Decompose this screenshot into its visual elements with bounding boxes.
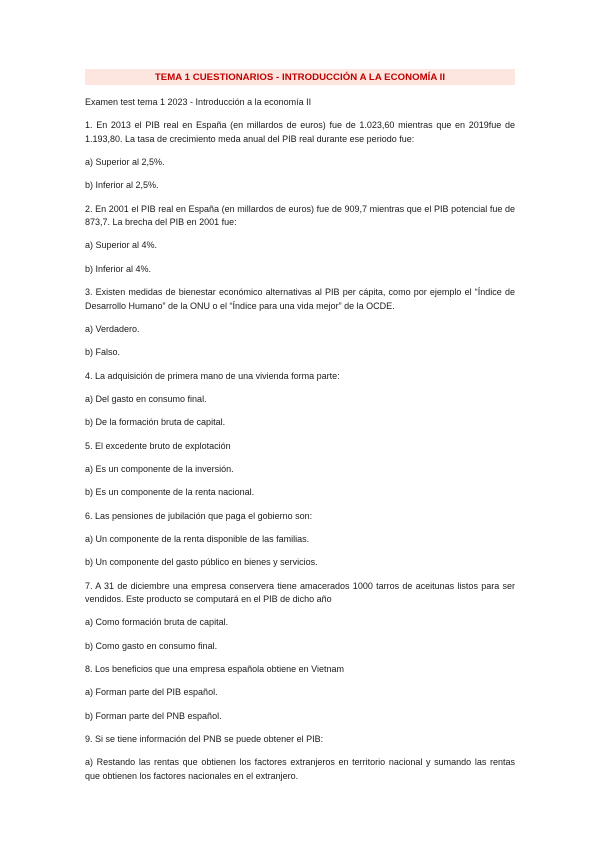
question-text: 5. El excedente bruto de explotación <box>85 440 231 451</box>
question-text: 1. En 2013 el PIB real en España (en millardos de euros) fue de 1.023,60 mientras que en 2019fue de 1.193,80. La tasa de crecimiento meda anual del PIB real durante ese periodo fue: <box>85 120 515 144</box>
question-block <box>85 286 515 360</box>
answer-option: a) Del gasto en consumo final. <box>85 393 207 404</box>
title-banner <box>85 69 515 85</box>
answer-option: b) Inferior al 4%. <box>85 263 152 274</box>
answer-option: a) Verdadero. <box>85 323 140 334</box>
question-block <box>85 370 515 430</box>
answer-option: b) Un componente del gasto público en bienes y servicios. <box>85 557 318 567</box>
question-text: 8. Los beneficios que una empresa española obtiene en Vietnam <box>85 664 345 674</box>
answer-option: b) Forman parte del PNB español. <box>85 710 222 721</box>
answer-option: a) Como formación bruta de capital. <box>85 617 229 627</box>
question-block <box>85 203 515 277</box>
answer-option: b) De la formación bruta de capital. <box>85 417 226 427</box>
answer-option: a) Superior al 2,5%. <box>85 156 165 167</box>
question-text: 4. La adquisición de primera mano de una vivienda forma parte: <box>85 370 340 381</box>
question-block <box>85 580 515 654</box>
question-block <box>85 440 515 500</box>
question-text: 7. A 31 de diciembre una empresa conservera tiene amacerados 1000 tarros de aceitunas listos para ser vendidos. Este producto se computará en el PIB de dicho año <box>85 580 515 604</box>
answer-option: b) Es un componente de la renta nacional. <box>85 487 255 497</box>
answer-option: b) Inferior al 2,5%. <box>85 180 159 190</box>
question-block <box>85 510 515 570</box>
answer-option: a) Forman parte del PIB español. <box>85 687 218 697</box>
question-text: 3. Existen medidas de bienestar económico alternativas al PIB per cápita, como por ejemplo el “Índice de Desarrollo Humano” de la ONU o el “Índice para una vida mejor” de la OCDE. <box>85 287 515 311</box>
question-text: 2. En 2001 el PIB real en España (en millardos de euros) fue de 909,7 mientras que el PIB potencial fue de 873,7. La brecha del PIB en 2001 fue: <box>85 203 515 227</box>
page-title: TEMA 1 CUESTIONARIOS - INTRODUCCIÓN A LA ECONOMÍA II <box>154 71 446 83</box>
exam-subtitle: Examen test tema 1 2023 - Introducción a la economía II <box>85 97 312 107</box>
question-block <box>85 119 515 193</box>
document-content <box>85 69 515 793</box>
answer-option: a) Un componente de la renta disponible de las familias. <box>85 533 310 544</box>
answer-option: b) Falso. <box>85 347 121 357</box>
answer-option: a) Restando las rentas que obtienen los factores extranjeros en territorio nacional y sumando las rentas que obtienen los factores nacionales en el extranjero. <box>85 757 515 781</box>
answer-option: b) Como gasto en consumo final. <box>85 640 218 651</box>
question-text: 9. Si se tiene información del PNB se puede obtener el PIB: <box>85 734 324 744</box>
question-block <box>85 663 515 723</box>
answer-option: a) Es un componente de la inversión. <box>85 463 234 474</box>
question-text: 6. Las pensiones de jubilación que paga el gobierno son: <box>85 510 313 521</box>
answer-option: a) Superior al 4%. <box>85 240 158 250</box>
question-block <box>85 733 515 783</box>
